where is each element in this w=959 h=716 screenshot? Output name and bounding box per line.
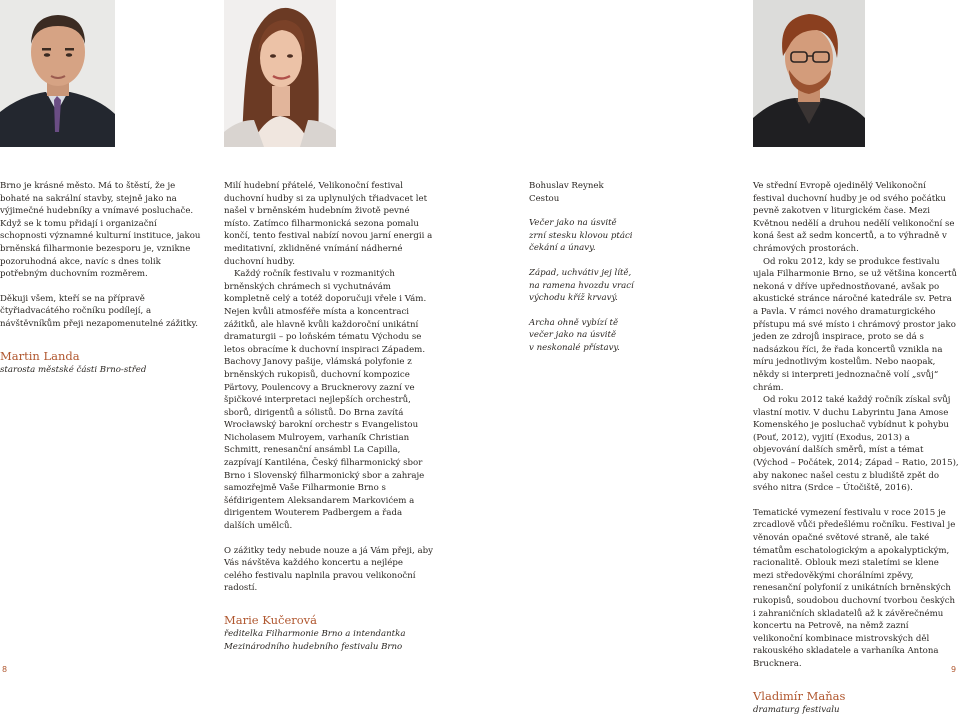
poem-title: Cestou <box>529 193 560 204</box>
signature-role: starosta městské části Brno-střed <box>0 364 147 375</box>
greeting-paragraph: Milí hudební přátelé, Velikonoční festival duchovní hudby si za uplynulých třiadvacet let našel v brněnském hudebním životě pevné místo. Zatímco filharmonická sezona pomalu končí, tento festival nabízí novou jarní energii a meditativní, zklidněné vnímání nádherné duchovní hudby. <box>224 181 433 267</box>
poem-line: Archa ohně vybízí tě <box>529 317 619 328</box>
poem-line: na ramena hvozdu vrací <box>529 280 634 291</box>
poem-line: zrní stesku klovou ptáci <box>529 230 633 241</box>
poem-line: čekání a únavy. <box>529 243 596 254</box>
article-paragraph: Od roku 2012 také každý ročník získal svůj vlastní motiv. V duchu Labyrintu Jana Amose Komenského je posluchač vybídnut k pohybu (Pouť, 2012), vyjití (Exodus, 2013) a objevování dalších směrů, míst a témat (Východ – Počátek, 2014; Západ – Ratio, 2015), aby nakonec našel cestu z bludiště zpět do svého nitra (Srdce – Útočiště, 2016). <box>753 395 959 494</box>
article-paragraph: Tematické vymezení festivalu v roce 2015 je zrcadlově vůči předešlému ročníku. Festival je věnován opačné světové straně, ale také tématům eschatologickým a apokalyptickým, racionalitě. Oblouk mezi staletími se klene mezi středověkými chorálními zpěvy, renesanční polyfonií z unikátních brněnských rukopisů, soudobou duchovní tvorbou českých i zahraničních skladatelů až k závěrečnému koncertu na Petrově, na němž zazní velikonoční kombinace mistrovských děl rakouského skladatele a varhaníka Antona Brucknera. <box>753 507 956 669</box>
signature-role: ředitelka Filharmonie Brno a intendantka <box>224 629 406 639</box>
signature-name: Vladimír Maňas <box>753 688 846 703</box>
page-number-right: 9 <box>951 665 957 674</box>
column-director-greeting <box>224 180 434 653</box>
column-mayor-greeting <box>0 180 205 376</box>
portrait-martin-landa <box>0 0 115 147</box>
greeting-paragraph: Děkuji všem, kteří se na přípravě čtyřiadvacátého ročníku podílejí, a návštěvníkům přeji nezapomenutelné zážitky. <box>0 293 198 329</box>
greeting-paragraph: O zážitky tedy nebude nouze a já Vám přeji, aby Vás návštěva každého koncertu a nejlépe celého festivalu naplnila pravou velikonoční radostí. <box>224 545 433 594</box>
poem-line: večer jako na úsvitě <box>529 330 617 341</box>
page-number-left: 8 <box>2 665 8 674</box>
column-dramaturg-text <box>753 180 959 716</box>
signature-name: Marie Kučerová <box>224 613 318 627</box>
portrait-marie-kucerova <box>224 0 336 147</box>
signature-name: Martin Landa <box>0 348 80 363</box>
poem-line: Večer jako na úsvitě <box>529 218 617 229</box>
greeting-paragraph: Brno je krásné město. Má to štěstí, že je bohaté na sakrální stavby, stejně jako na výjimečné hudebníky a vnímavé posluchače. Když se k tomu přidají i organizační schopnosti významné kulturní instituce, jakou brněnská filharmonie bezesporu je, vznikne pozoruhodná akce, navíc s dnes tolik potřebným duchovním rozměrem. <box>0 181 201 280</box>
poem-author: Bohuslav Reynek <box>529 181 604 191</box>
greeting-paragraph: Každý ročník festivalu v rozmanitých brněnských chrámech si vychutnávám kompletně celý a totéž doporučuji vřele i Vám. Nejen kvůli atmosféře místa a koncentraci zážitků, ale hlavně kvůli každoroční unikátní dramaturgii – po loňském tématu Východu se letos obracíme k duchovní inspiraci Západem. Bachovy Janovy pašije, vlámská polyfonie z brněnských rukopisů, duchovní kompozice Pärtovy, Poulencovy a Brucknerovy zazní ve špičkové interpretaci nejlepších orchestrů, sborů, dirigentů a sólistů. Do Brna zavítá Wrocławský barokní orchestr s Evangelistou Nicholasem Mulroyem, varhaník Christian Schmitt, renesanční ansámbl La Capilla, zazpívají Kantiléna, Český filharmonický sbor Brno i Slovenský filharmonický sbor a zahraje samozřejmě Vaše Filharmonie Brno s šéfdirigentem Aleksandarem Markovićem a dirigentem Wouterem Padbergem a řada dalších umělců. <box>224 269 427 532</box>
poem-line: v neskonalé přístavy. <box>529 342 620 353</box>
poem <box>529 180 699 355</box>
signature-role: Mezinárodního hudebního festivalu Brno <box>224 641 403 652</box>
poem-line: Západ, uchvátiv jej lítě, <box>529 267 632 278</box>
article-paragraph: Ve střední Evropě ojedinělý Velikonoční festival duchovní hudby je od svého počátku pevně zakotven v liturgickém čase. Mezi Květnou nedělí a druhou nedělí velikonoční se koná šest až sedm koncertů, a to výhradně v chrámových prostorách. <box>753 181 955 254</box>
article-paragraph: Od roku 2012, kdy se produkce festivalu ujala Filharmonie Brno, se už většina koncertů nekoná v dříve upřednostňované, avšak po akustické stránce náročné katedrále sv. Petra a Pavla. V rámci nového dramaturgického přístupu má své místo i chrámový prostor jako jeden ze zdrojů inspirace, proto se dá s nadsázkou říci, že řada koncertů vznikla na míru jednotlivým kostelům. Nebo naopak, někdy si interpreti jednoznačně volí „svůj“ chrám. <box>753 256 958 393</box>
signature-role: dramaturg festivalu <box>753 704 840 715</box>
poem-line: východu kříž krvavý. <box>529 293 618 304</box>
portrait-vladimir-manas <box>753 0 865 147</box>
